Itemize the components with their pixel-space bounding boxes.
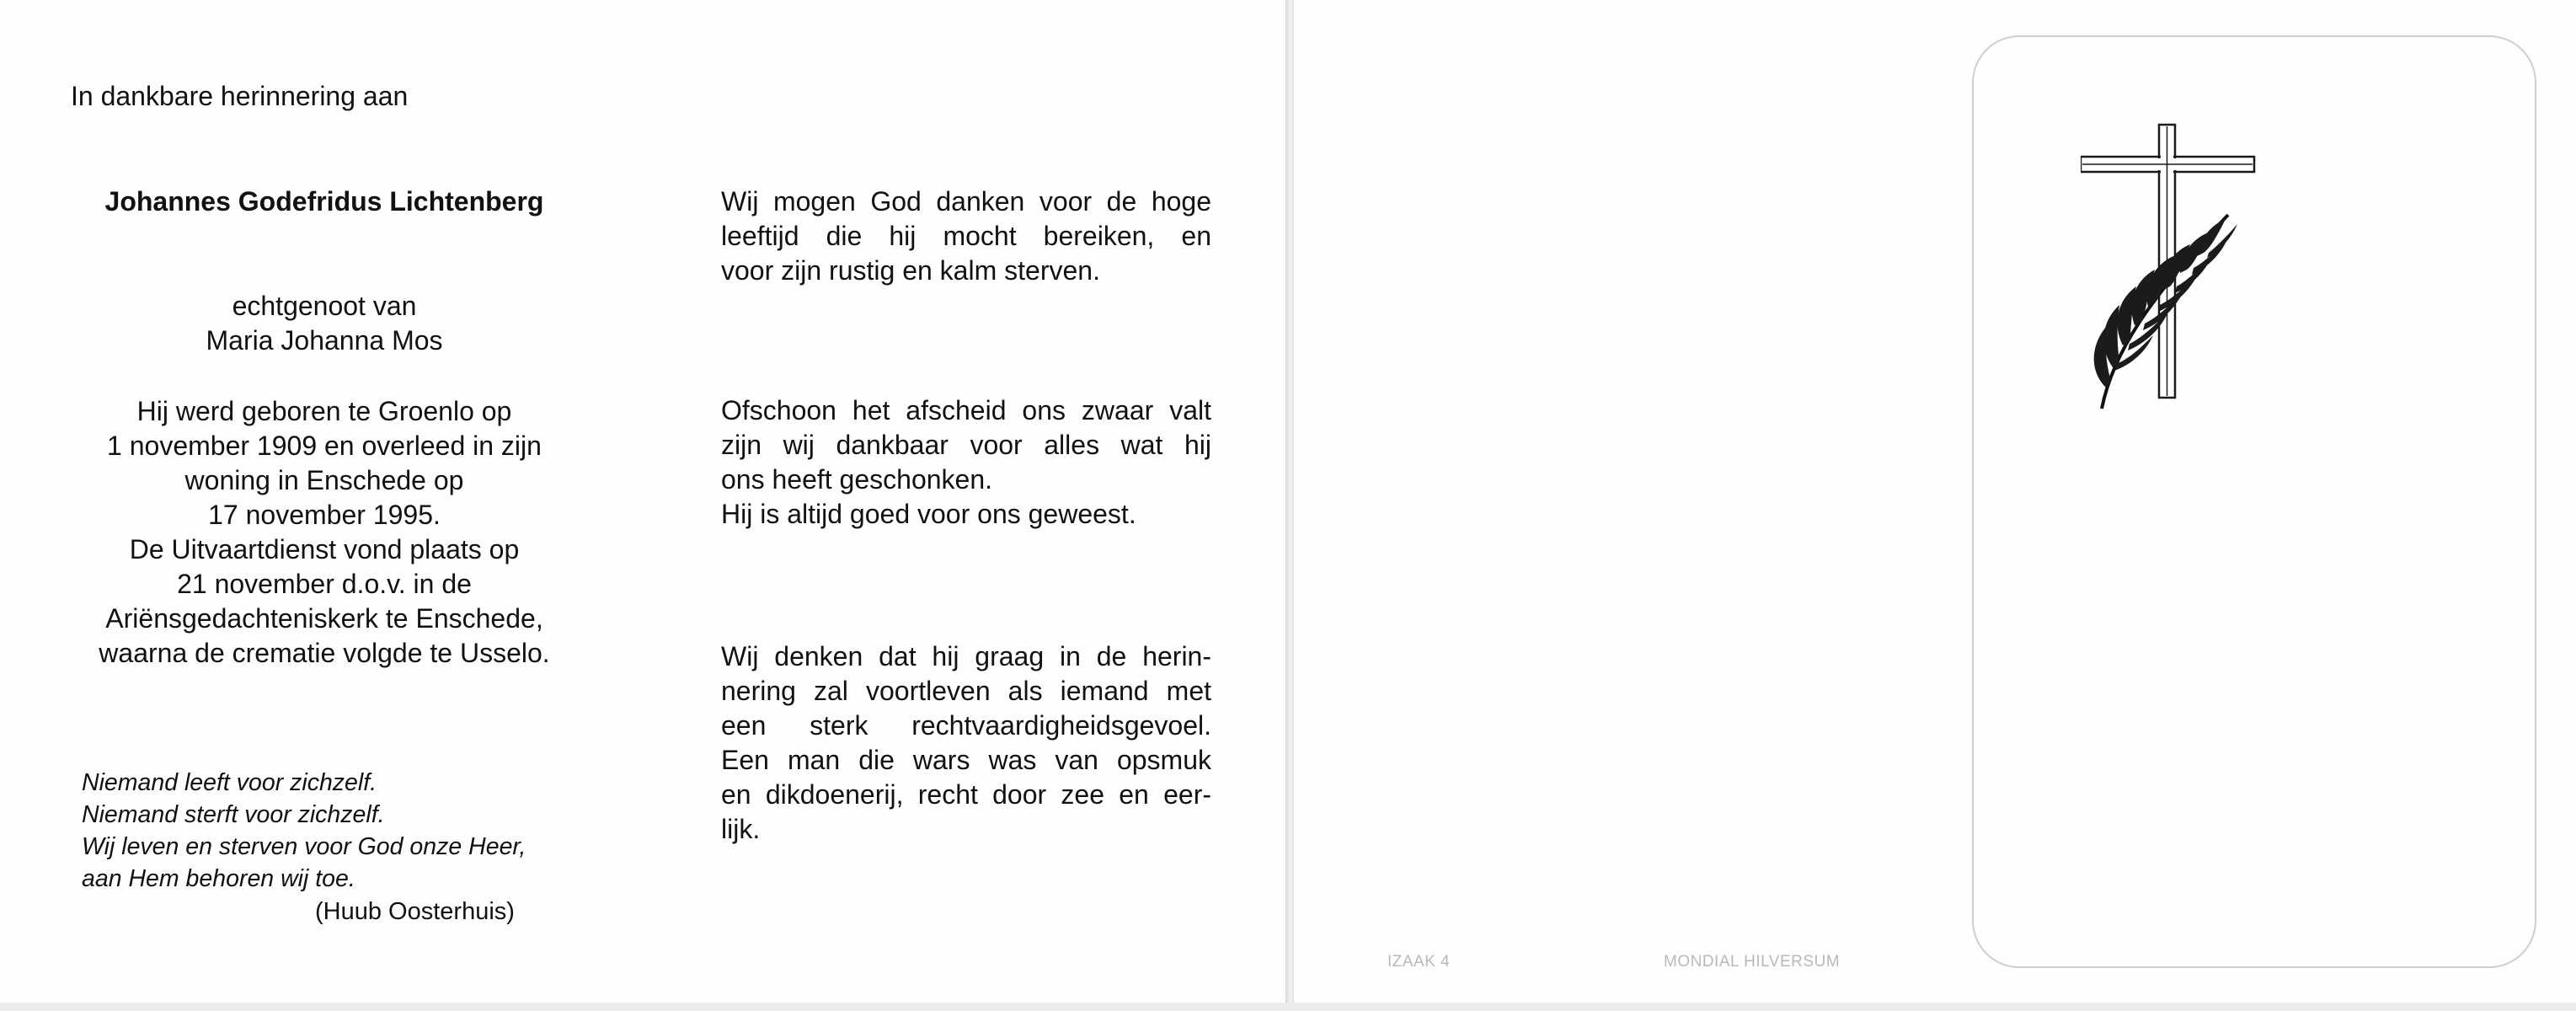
poem-line: aan Hem behoren wij toe.	[82, 865, 355, 892]
bio-line: Hij werd geboren te Groenlo op	[136, 396, 512, 426]
cross-with-palm-branch-icon	[2081, 118, 2266, 413]
paragraph-line: Hij is altijd goed voor ons geweest.	[721, 499, 1136, 529]
printer-name: MONDIAL HILVERSUM	[1664, 953, 1841, 971]
paragraph-line: leeftijd die hij mocht bereiken, en	[721, 221, 1211, 251]
paragraph-line: ons heeft geschonken.	[721, 464, 993, 495]
paragraph-line: Wij denken dat hij graag in de herin-	[721, 641, 1211, 671]
spouse-block	[0, 289, 649, 358]
biography	[0, 394, 649, 671]
poem-line: Niemand leeft voor zichzelf.	[82, 769, 377, 796]
paragraph-line: Een man die wars was van opsmuk	[721, 745, 1211, 775]
bio-line: 1 november 1909 en overleed in zijn	[107, 431, 542, 461]
card-inside-left-spread	[0, 0, 1285, 1003]
bio-line: waarna de crematie volgde te Usselo.	[99, 638, 550, 668]
intro-text: In dankbare herinnering aan	[71, 81, 409, 111]
poem-line: Niemand sterft voor zichzelf.	[82, 801, 385, 828]
poem	[82, 767, 604, 895]
bio-line: 21 november d.o.v. in de	[177, 569, 472, 599]
card-code: IZAAK 4	[1387, 953, 1451, 971]
paragraph-farewell	[721, 393, 1211, 532]
paragraph-line: lijk.	[721, 814, 761, 844]
bio-line: 17 november 1995.	[208, 500, 441, 530]
poem-author: (Huub Oosterhuis)	[315, 898, 515, 925]
center-fold	[1285, 0, 1294, 1003]
paragraph-line: nering zal voortleven als iemand met	[721, 676, 1211, 706]
bio-line: Ariënsgedachteniskerk te Enschede,	[105, 603, 543, 634]
paragraph-thanks	[721, 185, 1211, 288]
spouse-label: echtgenoot van	[232, 291, 417, 321]
paragraph-line: zijn wij dankbaar voor alles wat hij	[721, 430, 1211, 460]
paragraph-line: Wij mogen God danken voor de hoge	[721, 186, 1211, 217]
bio-line: De Uitvaartdienst vond plaats op	[129, 534, 520, 564]
paragraph-line: voor zijn rustig en kalm sterven.	[721, 255, 1100, 286]
spouse-name: Maria Johanna Mos	[206, 325, 443, 356]
paragraph-line: en dikdoenerij, recht door zee en eer-	[721, 779, 1211, 810]
paragraph-remembrance	[721, 639, 1211, 847]
bio-line: woning in Enschede op	[184, 465, 464, 495]
deceased-name: Johannes Godefridus Lichtenberg	[104, 186, 544, 217]
paragraph-line: Ofschoon het afscheid ons zwaar valt	[721, 395, 1211, 425]
poem-line: Wij leven en sterven voor God onze Heer,	[82, 833, 526, 860]
paragraph-line: een sterk rechtvaardigheidsgevoel.	[721, 710, 1211, 741]
